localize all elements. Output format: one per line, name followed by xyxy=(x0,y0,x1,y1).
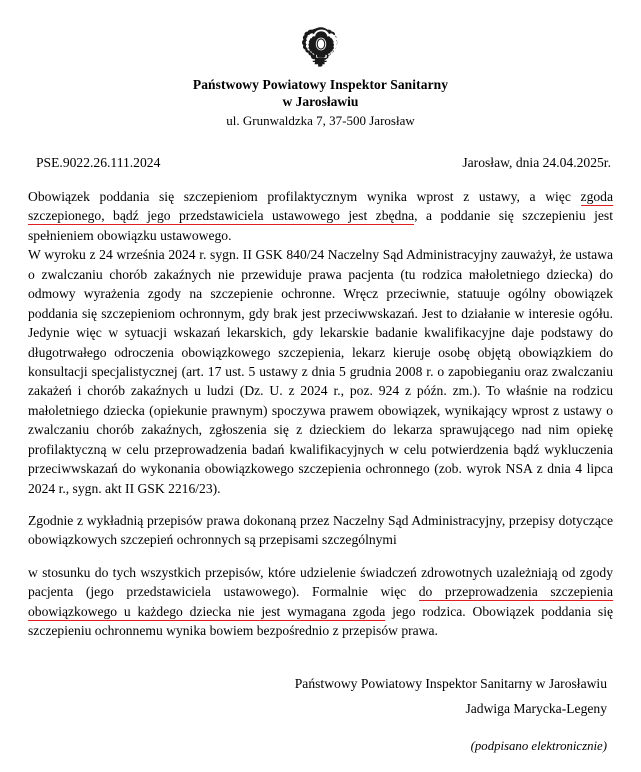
document-body xyxy=(26,187,615,641)
signature-name: Jadwiga Marycka-Legeny xyxy=(465,701,607,717)
place-and-date: Jarosław, dnia 24.04.2025r. xyxy=(462,155,611,170)
issuer-title-line-1: Państwowy Powiatowy Inspektor Sanitarny xyxy=(192,77,449,92)
document-meta xyxy=(26,155,615,171)
paragraph-1-highlight: zgoda szczepionego, bądź jego przedstawiciela ustawowego jest zbędna xyxy=(28,189,613,224)
polish-eagle-emblem-icon xyxy=(300,24,342,70)
paragraph-4-highlight: do przeprowadzenia szczepienia obowiązkowego u każdego dziecka nie jest wymagana zgoda xyxy=(28,584,613,619)
issuer-title-line-2: w Jarosławiu xyxy=(282,93,359,109)
paragraph-3: Zgodnie z wykładnią przepisów prawa dokonaną przez Naczelny Sąd Administracyjny, przepisy dotyczące obowiązkowych szczepień ochronnych są przepisami szczególnymi xyxy=(28,513,613,548)
emblem-container xyxy=(26,24,615,75)
signature-block xyxy=(26,671,615,759)
paragraph-2: W wyroku z 24 września 2024 r. sygn. II GSK 840/24 Naczelny Sąd Administracyjny zauważył, że ustawa o zwalczaniu chorób zakaźnych nie przewiduje prawa pacjenta (tu rodzica małoletniego dziecka) do odmowy wyrażenia zgody na szczepienie ochronne. Wręcz przeciwnie, statuuje ogólny obowiązek poddania się szczepieniom ochronnym, gdy brak jest przeciwwskazań. Jest to działanie w interesie ogółu. Jedynie więc w sytuacji wskazań lekarskich, gdy lekarskie badanie kwalifikacyjne daje podstawy do długotrwałego odroczenia obowiązkowego szczepienia, lekarz kieruje osobę objętą obowiązkiem do konsultacji specjalistycznej (art. 17 ust. 5 ustawy z dnia 5 grudnia 2008 r. o zapobieganiu oraz zwalczaniu zakażeń i chorób zakaźnych u ludzi (Dz. U. z 2024 r., poz. 924 z późn. zm.). To właśnie na rodzicu małoletniego dziecka (opiekunie prawnym) spoczywa prawem obowiązek, wynikający wprost z ustawy o zwalczaniu chorób zakaźnych, zgłoszenia się z dzieckiem do lekarza sprawującego nad nim opiekę profilaktyczną w celu przeprowadzenia badań kwalifikacyjnych w celu potwierdzenia bądź wykluczenia przeciwwskazań do wykonania obowiązkowego szczepienia ochronnego (zob. wyrok NSA z dnia 4 lipca 2024 r., sygn. akt II GSK 2216/23). xyxy=(28,247,613,496)
signature-note: (podpisano elektronicznie) xyxy=(470,739,607,754)
paragraph-4-text-before: w stosunku do tych wszystkich przepisów, które udzielenie świadczeń zdrowotnych uzależniają od zgody pacjenta (jego przedstawiciela ustawowego). Formalnie więc xyxy=(28,564,613,600)
issuer-address: ul. Grunwaldzka 7, 37-500 Jarosław xyxy=(226,112,415,128)
signature-office: Państwowy Powiatowy Inspektor Sanitarny w Jarosławiu xyxy=(294,675,607,691)
letterhead xyxy=(26,77,615,129)
paragraph-4 xyxy=(28,563,613,641)
reference-number: PSE.9022.26.111.2024 xyxy=(36,155,161,170)
paragraph-1-text-after: , a poddanie się szczepieniu jest spełnieniem obowiązku ustawowego. xyxy=(28,208,613,243)
paragraph-4-text-after: jego rodzica. Obowiązek poddania się szczepieniu ochronnemu wynika bowiem bezpośrednio z przepisów prawa. xyxy=(28,603,614,639)
paragraph-1 xyxy=(28,187,613,245)
paragraph-1-text-before: Obowiązek poddania się szczepieniom profilaktycznym wynika wprost z ustawy, a więc xyxy=(28,189,581,204)
